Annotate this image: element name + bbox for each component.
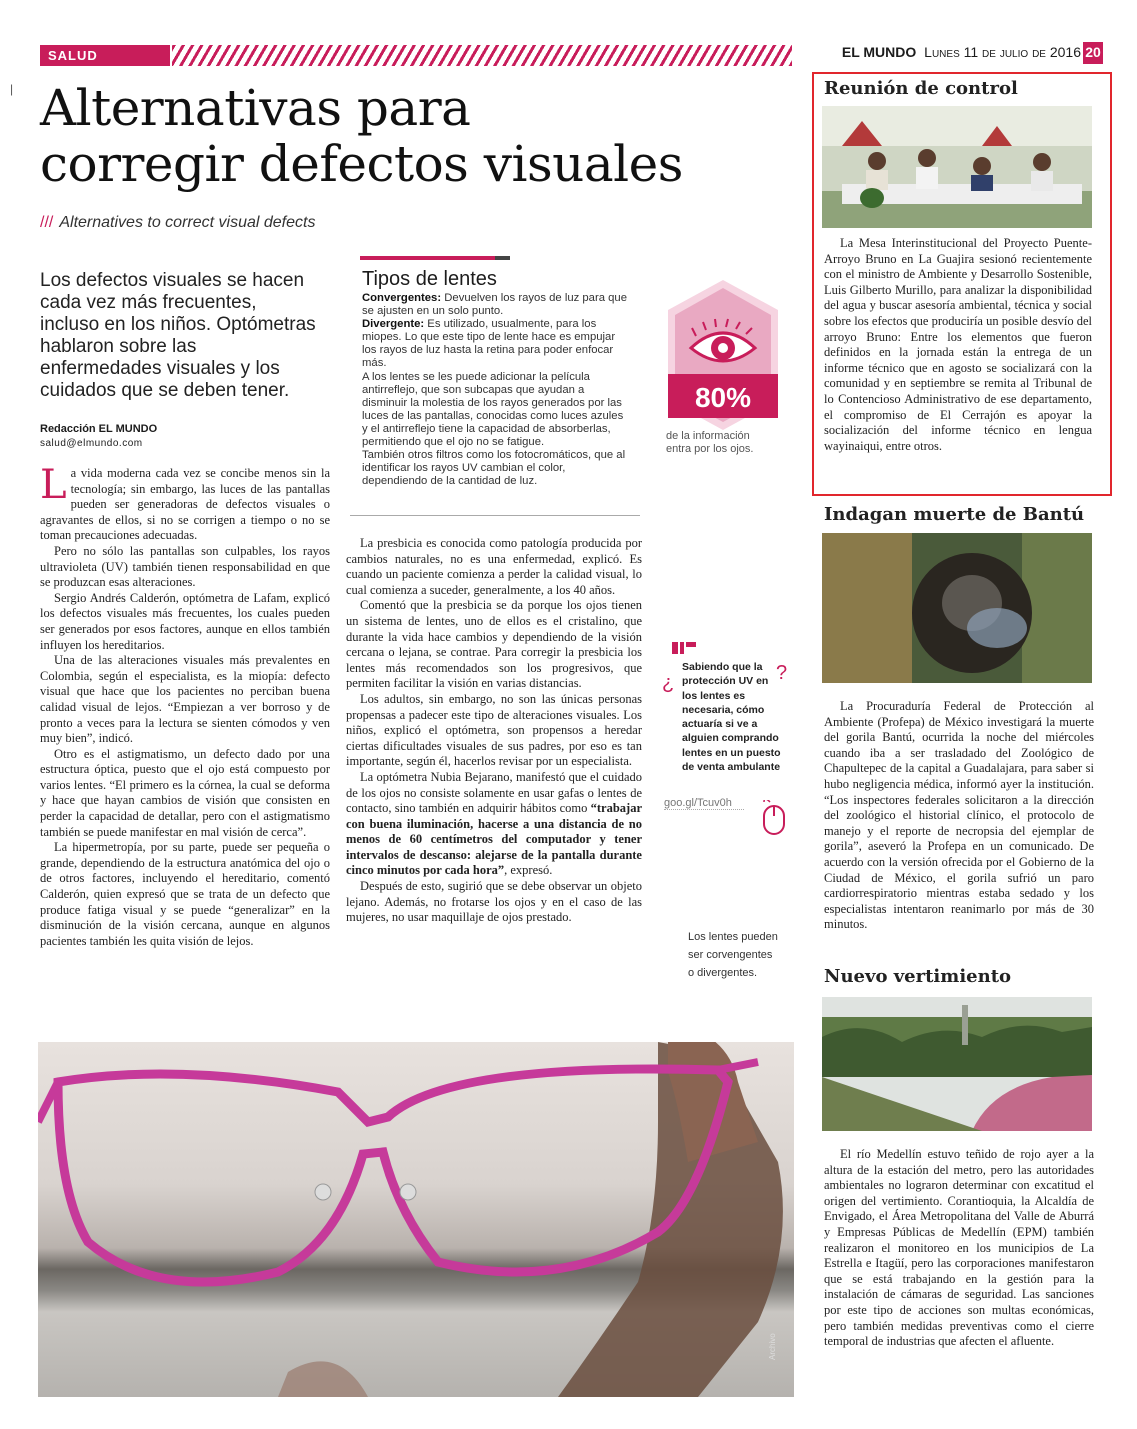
sidebar-title-reunion: Reunión de control [824, 78, 1018, 99]
body-paragraph: La hipermetropía, por su parte, puede ser pequeña o grande, dependiendo de la estructura anatómica del ojo o de otros factores, incluyendo el hereditario, comentó Calderón, quien expresó que se trata de un defecto que produce fatiga visual y se puede “generalizar” en la disminución de la visión cercana, aunque en algunos pacientes también les quita visión de lejos. [40, 840, 330, 948]
sidebar-text-reunion: La Mesa Interinstitucional del Proyecto Puente-Arroyo Bruno en La Guajira sesionó recientemente con el ministro de Ambiente y Desarrollo Sostenible, Luis Gilberto Murillo, para analizar la disponibilidad del agua y buscar asesoría ambiental, técnica y social sobre los efectos que produciría un posible desvío del arroyo Bruno: Entre los elementos que fueron definidos en la jornada están la entrega de un informe técnico que en agosto se socializará con la comunidad y en septiembre se remita al Tribunal de lo Contencioso Administrativo de ese departamento, el compromiso de El Cerrajón es apoyar la socialización del informe técnico en lengua wayinaiqui, entre otros. [824, 236, 1092, 453]
photo-credit: Archivo [768, 1333, 777, 1360]
sidebar-title-vertimiento: Nuevo vertimiento [824, 966, 1012, 987]
tipos-title: Tipos de lentes [362, 268, 497, 290]
headline [40, 80, 800, 192]
article-column-2 [346, 536, 642, 926]
gorilla-photo [822, 533, 1092, 683]
stat-badge [664, 278, 782, 433]
glasses-photo [38, 1042, 794, 1397]
tipos-text: Convergentes: Devuelven los rayos de luz para que se ajusten en un solo punto. Divergente: Es utilizado, usualmente, para los miopes. Lo que este tipo de lente hace es empujar los rayos de luz hasta la retina para poder enfocar más. A los lentes se les puede adicionar la película antirreflejo, que son subcapas que ayudan a disminuir la molestia de los rayos generados por las luces de las pantallas, conocidas como luces azules y el antirreflejo tiene la capacidad de absorberlas, permitiendo que el ojo no se fatigue. También otros filtros como los fotocromáticos, que al identificar los rayos UV cambian el color, dependiendo de la cantidad de luz. [362, 292, 627, 488]
question-mark-close: ? [776, 662, 788, 684]
subhead-slashes: /// [40, 214, 54, 231]
glasses-illustration [38, 1042, 794, 1397]
body-paragraph: Los adultos, sin embargo, no son las únicas personas propensas a padecer este tipo de alteraciones visuales. Los niños, explicó el optómetra, son propensos a heredar ciertas dificultades visuales de sus padres, por eso es tan importante, según él, hacerlos revisar por un especialista. [346, 691, 642, 769]
meeting-photo [822, 106, 1092, 228]
stat-caption: de la información entra por los ojos. [666, 430, 754, 455]
body-paragraph: Después de esto, sugirió que se debe observar un objeto lejano. Además, no frotarse los ojos y en el caso de las mujeres, no usar maquillaje de ojos prestado. [346, 879, 642, 925]
photo-caption: Los lentes pueden ser corvengentes o divergentes. [688, 931, 778, 979]
body-paragraph: Comentó que la presbicia se da porque los ojos tienen un sistema de lentes, uno de ellos es el cristalino, que durante la vida hace cambios y dependiendo de la visión cercana o lejana, se contrae. Para corregir la presbicia los lentes más recomendados son los progresivos, que permiten facilitar la visión en varias distancias. [346, 598, 642, 691]
short-link[interactable]: goo.gl/Tcuv0h [664, 797, 744, 810]
question-mark-open: ¿ [662, 672, 675, 694]
masthead-date: Lunes 11 de julio de 2016 [924, 44, 1081, 60]
section-label: SALUD [40, 45, 170, 66]
lead-paragraph: Los defectos visuales se hacen cada vez más frecuentes, incluso en los niños. Optómetras hablaron sobre las enfermedades visuales y los cuidados que se deben tener. [40, 270, 316, 401]
stat-value: 80% [694, 382, 752, 413]
pencil-icon [360, 256, 510, 260]
body-paragraph: Otro es el astigmatismo, un defecto dado por una estructura óptica, puesto que el ojo está compuesto por varios lentes. “El primero es la córnea, la cual se deforma y hace que hayan cambios de visión que consisten en perder la capacidad de detallar, pero con el astigmatismo también se puede manifestar en mal visión de cerca”. [40, 746, 330, 839]
byline: Redacción EL MUNDO [40, 423, 158, 435]
comment-icon [672, 642, 698, 654]
sidebar-text-vertimiento: El río Medellín estuvo teñido de rojo ayer a la altura de la estación del metro, pero las autoridades ambientales no lograron determinar con excatitud el origen del vertimiento. Corantioquia, la Alcaldía de Envigado, el Área Metropolitana del Valle de Aburrá y Empresas Públicas de Medellín (EPM) también realizaron el monitoreo en los municipios de La Estrella e Itagüí, pero las corporaciones manifestaron que se está trabajando en la gestión para la instalación de cámaras de seguridad. Las sanciones por este tipo de acciones son multas económicas, pero también medidas preventivas como el cierre temporal de industrias que afecten el afluente. [824, 1147, 1094, 1349]
margin-mark: | [10, 82, 14, 96]
headline-line-1: Alternativas para [40, 79, 471, 137]
article-column-1 [40, 462, 330, 949]
dropcap: L [40, 462, 67, 508]
subhead-text: Alternatives to correct visual defects [59, 214, 316, 231]
sidebar-text-bantu: La Procuraduría Federal de Protección al Ambiente (Profepa) de México investigará la muerte del gorila Bantú, ocurrida la noche del miércoles cuando iba a ser trasladado del Zoológico de Chapultepec de la capital a Guadalajara, para saber si hubo negligencia médica, informó ayer la institución. “Los inspectores federales solicitaron a la dirección del zoológico el historial clínico, el protocolo de manejo y el reporte de necropsia del ejemplar de gorila”, aseveró la Profepa en un comunicado. De acuerdo con la versión ofrecida por el Gobierno de la Ciudad de México, el gorila sufrió un paro cardiorrespiratorio mientras estaba sedado y los especialistas intentaron reanimarlo por más de 30 minutos. [824, 699, 1094, 932]
section-stripes [172, 45, 792, 66]
body-paragraph: La vida moderna cada vez se concibe menos sin la tecnología; sin embargo, las luces de las pantallas pueden ser generadoras de defectos visuales o agravantes de ellos, si no se corrigen a tiempo o no se toman precauciones adecuadas. [40, 462, 330, 543]
headline-line-2: corregir defectos visuales [40, 135, 683, 193]
body-paragraph: La optómetra Nubia Bejarano, manifestó que el cuidado de los ojos no consiste solamente en usar gafas o lentes de contacto, sino también en adquirir hábitos como “trabajar con buena iluminación, hacerse a una distancia de no menos de 60 centímetros del computador y tener intervalos de descanso: alejarse de la pantalla durante cinco minutos por cada hora”, expresó. [346, 769, 642, 878]
body-paragraph: Una de las alteraciones visuales más prevalentes en Colombia, según el especialista, es la miopía: defecto visual que hace que los pacientes no perciban buena calidad visual de lejos. “Empiezan a ver borroso y de pronto a veces para la lectura se sienten cómodos y ven muy bien”, indicó. [40, 653, 330, 746]
sidebar-title-bantu: Indagan muerte de Bantú [824, 504, 1085, 525]
byline-email: salud@elmundo.com [40, 438, 143, 449]
subhead [40, 214, 315, 232]
page-number: 20 [1083, 42, 1103, 64]
question-text: Sabiendo que la protección UV en los lentes es necesaria, cómo actuaría si ve a alguien comprando lentes en un puesto de venta ambulante [682, 661, 781, 774]
masthead [842, 44, 1081, 60]
mouse-icon [762, 800, 786, 836]
body-paragraph: Sergio Andrés Calderón, optómetra de Lafam, explicó los defectos visuales más frecuentes, los cuales pueden ser generados por esos factores, aunque en ellos también influyen los hereditarios. [40, 590, 330, 652]
body-paragraph: Pero no sólo las pantallas son culpables, los rayos ultravioleta (UV) también tienen responsabilidad en que se produzcan esas alteraciones. [40, 543, 330, 590]
river-photo [822, 997, 1092, 1131]
body-paragraph: La presbicia es conocida como patología producida por cambios naturales, no es una enfermedad, explicó. Es cuando un paciente comienza a perder la calidad visual, lo cual comienza a suceder, generalmente, a los 40 años. [346, 536, 642, 597]
masthead-brand: EL MUNDO [841, 44, 917, 60]
